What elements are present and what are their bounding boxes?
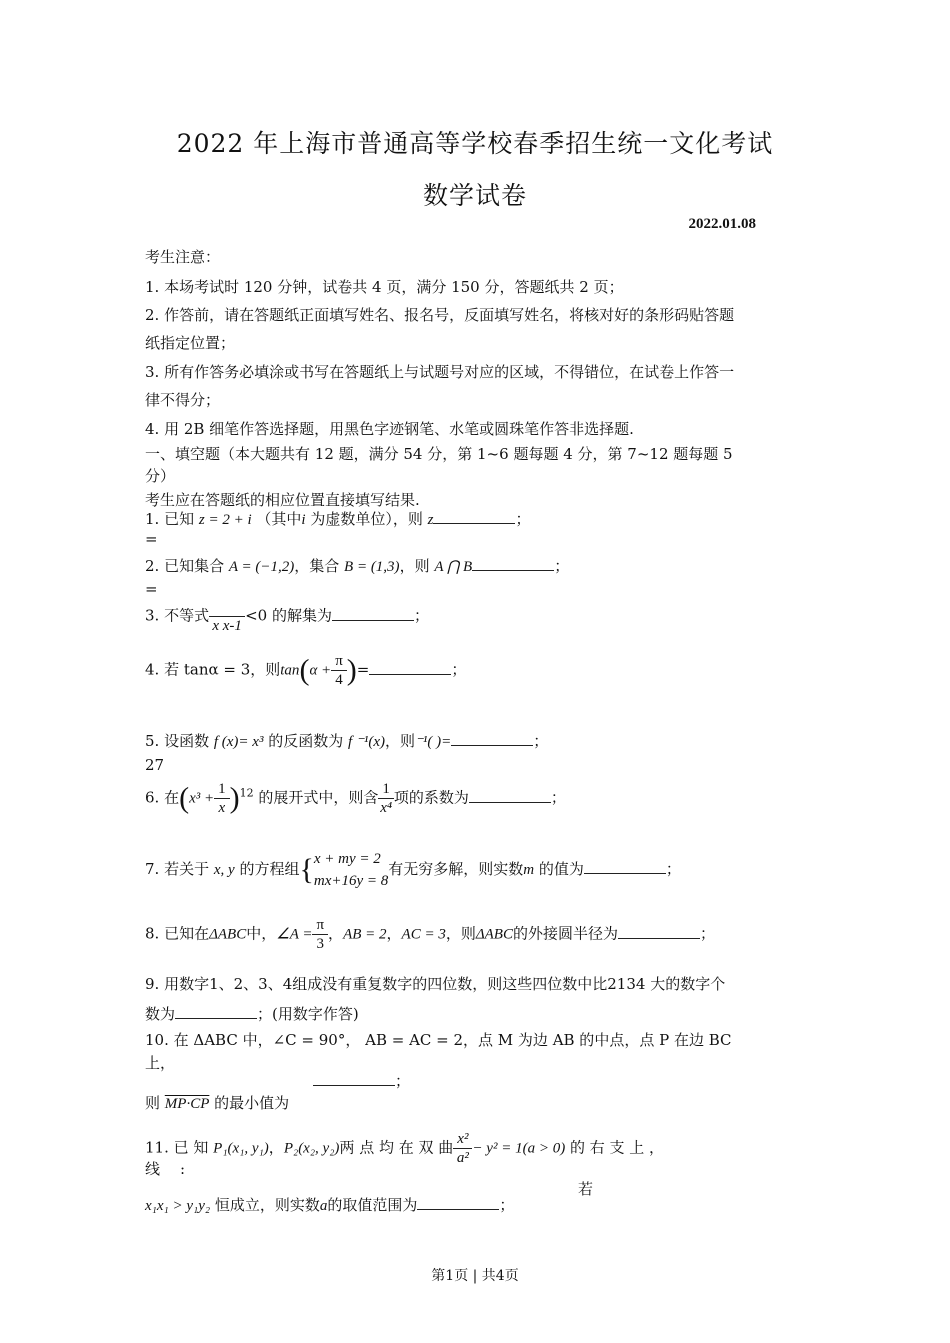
exam-subtitle: 数学试卷 bbox=[422, 181, 527, 210]
q4-text: 4. 若 tanα = 3，则 bbox=[145, 660, 281, 679]
q1-expr: z = 2 + i bbox=[198, 512, 252, 528]
answer-blank[interactable] bbox=[369, 660, 451, 675]
q2-text: ，集合 bbox=[294, 557, 345, 575]
q3-text: <0 的解集为 bbox=[245, 606, 332, 625]
q5-end: ； bbox=[533, 732, 549, 750]
q5-text: 的反函数为 bbox=[263, 732, 348, 750]
q6-fraction-2: $\frac{1}{\text{x⁴}}$ bbox=[380, 781, 393, 816]
q4-alpha: α + bbox=[309, 662, 332, 679]
q11-condition: x₁x₁ > y₁y₂ bbox=[145, 1198, 211, 1214]
question-11 bbox=[145, 1130, 664, 1167]
question-9: 9. 用数字1、2、3、4组成没有重复数字的四位数，则这些四位数中比2134 大的数字个 bbox=[145, 975, 726, 993]
question-1 bbox=[145, 508, 530, 529]
q2-text: 2. 已知集合 bbox=[145, 557, 229, 575]
q2-set-a: A = (−1,2) bbox=[228, 559, 295, 575]
q7-text: 有无穷多解，则实数 bbox=[388, 860, 524, 878]
q2-end: ； bbox=[554, 557, 570, 575]
q11-text: 线 bbox=[145, 1160, 161, 1178]
q8-text: ，则 bbox=[445, 924, 476, 943]
question-11-cont bbox=[145, 1194, 514, 1215]
question-2 bbox=[145, 555, 569, 576]
question-5 bbox=[145, 730, 548, 751]
answer-blank[interactable] bbox=[618, 924, 700, 939]
q11-colon: : bbox=[180, 1160, 186, 1178]
q10-text: 的最小值为 bbox=[209, 1094, 290, 1112]
q5-text: 5. 设函数 bbox=[145, 732, 214, 750]
q8-ab: AB = 2 bbox=[343, 926, 387, 943]
question-10: 10. 在 ΔABC 中，∠C = 90°， AB = AC = 2，点 M 为边 AB 的中点，点 P 在边 BC bbox=[145, 1031, 732, 1049]
question-10-cont bbox=[145, 1052, 175, 1073]
q2-stray: = bbox=[145, 580, 158, 598]
answer-blank[interactable] bbox=[332, 606, 414, 621]
notice-item: 3. 所有作答务必填涂或书写在答题纸上与试题号对应的区域，不得错位，在试卷上作答一 bbox=[145, 363, 735, 381]
q6-exponent: 12 bbox=[239, 786, 254, 800]
answer-blank[interactable] bbox=[417, 1195, 499, 1210]
q8-fraction: $\frac{\pi}{3}$ bbox=[312, 916, 328, 953]
q8-end: ； bbox=[700, 924, 716, 943]
q11-text: 11. 已 知 bbox=[145, 1138, 214, 1157]
q3-text: 3. 不等式 bbox=[145, 606, 210, 625]
q8-text: ， bbox=[328, 924, 344, 943]
notice-item: 律不得分； bbox=[145, 391, 221, 409]
q1-end: ； bbox=[515, 510, 531, 528]
q5-inverse: f ⁻¹(x) bbox=[348, 734, 385, 750]
question-8 bbox=[145, 916, 715, 953]
q6-text: 6. 在 bbox=[145, 788, 180, 807]
notice-item: 1. 本场考试时 120 分钟，试卷共 4 页，满分 150 分，答题纸共 2 页； bbox=[145, 278, 624, 296]
q11-text: 恒成立，则实数 bbox=[210, 1196, 320, 1214]
q10-vector-product: MP·CP bbox=[164, 1096, 210, 1112]
q11-ruo: 若 bbox=[578, 1180, 594, 1198]
section-instruction: 考生应在答题纸的相应位置直接填写结果. bbox=[145, 491, 420, 509]
q6-fraction: $\frac{1}{x}$ bbox=[214, 780, 230, 817]
q9-text: 数为 bbox=[145, 1005, 176, 1023]
notice-item: 2. 作答前，请在答题纸正面填写姓名、报名号，反面填写姓名，将核对好的条形码贴答题 bbox=[145, 306, 735, 324]
left-brace: { bbox=[299, 853, 314, 886]
q4-tan: tan bbox=[280, 662, 300, 679]
question-7 bbox=[145, 848, 681, 892]
q4-equals: = bbox=[356, 660, 370, 679]
q3-end: ； bbox=[413, 606, 429, 625]
q8-angle: ∠A = bbox=[276, 926, 313, 943]
section-heading-cont: 分） bbox=[145, 467, 176, 485]
q4-fraction: $\frac{\pi}{4}$ bbox=[331, 652, 347, 689]
q1-i: i bbox=[301, 512, 306, 528]
exam-title: 2022 年上海市普通高等学校春季招生统一文化考试 bbox=[176, 129, 774, 158]
answer-blank[interactable] bbox=[433, 509, 515, 524]
q1-stray: = bbox=[145, 530, 158, 548]
question-10-ask bbox=[145, 1092, 289, 1113]
q4-end: ； bbox=[451, 660, 467, 679]
notice-heading: 考生注意： bbox=[145, 248, 221, 266]
q5-func: f (x)= x³ bbox=[213, 734, 264, 750]
q2-intersection: A ⋂ B bbox=[434, 559, 473, 575]
question-9-cont bbox=[145, 1003, 359, 1024]
q5-text: ，则 bbox=[384, 732, 415, 750]
q11-text: 两 点 均 在 双 曲 bbox=[339, 1138, 454, 1157]
q11-end: ； bbox=[499, 1196, 515, 1214]
q11-fraction: $\frac{\text{x²}}{\text{a²}}$ bbox=[453, 1130, 472, 1167]
q1-text: 为虚数单位），则 bbox=[305, 510, 428, 528]
q8-triangle-2: ΔABC bbox=[475, 926, 513, 943]
q5-stray: 27 bbox=[145, 756, 165, 774]
right-paren: ) bbox=[346, 653, 357, 687]
q8-text: 中， bbox=[246, 924, 277, 943]
q6-x3: x³ + bbox=[189, 790, 215, 807]
q7-eq1: x + my = 2 bbox=[313, 851, 381, 867]
q10-end: ； bbox=[395, 1072, 411, 1090]
q6-text: 项的系数为 bbox=[393, 788, 469, 807]
answer-blank[interactable] bbox=[472, 556, 554, 571]
answer-blank[interactable] bbox=[469, 788, 551, 803]
q2-set-b: B = (1,3) bbox=[344, 559, 400, 575]
notice-item: 纸指定位置； bbox=[145, 334, 236, 352]
q7-text: 7. 若关于 bbox=[145, 860, 214, 878]
q11-text: 的取值范围为 bbox=[327, 1196, 418, 1214]
question-11-word bbox=[145, 1158, 185, 1179]
q1-z: z bbox=[427, 512, 434, 528]
q6-text: 的展开式中，则含 bbox=[253, 788, 379, 807]
q10-text: 则 bbox=[145, 1094, 165, 1112]
notice-item: 4. 用 2B 细笔作答选择题，用黑色字迹钢笔、水笔或圆珠笔作答非选择题. bbox=[145, 420, 634, 438]
answer-blank[interactable] bbox=[313, 1071, 395, 1086]
q8-text: ， bbox=[386, 924, 402, 943]
q3-fraction bbox=[209, 598, 245, 635]
question-6 bbox=[145, 780, 566, 817]
answer-blank[interactable] bbox=[175, 1004, 257, 1019]
q8-triangle: ΔABC bbox=[209, 926, 247, 943]
question-3 bbox=[145, 598, 429, 635]
left-paren: ( bbox=[179, 781, 190, 815]
q7-eq2: mx+16y = 8 bbox=[313, 873, 389, 889]
q11-hyperbola: − y² = 1(a > 0) bbox=[472, 1140, 566, 1157]
q7-end: ； bbox=[665, 860, 681, 878]
answer-blank[interactable] bbox=[451, 731, 533, 746]
answer-blank[interactable] bbox=[584, 859, 666, 874]
q10-text: 上， bbox=[145, 1054, 176, 1072]
q9-text: ；(用数字作答) bbox=[257, 1005, 359, 1023]
q11-p2: P₂(x₂, y₂) bbox=[283, 1140, 340, 1157]
q3-denominator: x x-1 bbox=[212, 618, 242, 634]
question-4 bbox=[145, 652, 466, 689]
q1-text: 1. 已知 bbox=[145, 510, 199, 528]
page-footer: 第1页 | 共4页 bbox=[431, 1268, 519, 1284]
q6-end: ； bbox=[550, 788, 566, 807]
q1-text: （其中 bbox=[251, 510, 302, 528]
q5-call: ⁻¹( )= bbox=[415, 734, 452, 750]
q11-a: a bbox=[319, 1198, 328, 1214]
q11-p1: P₁(x₁, y₁) bbox=[213, 1140, 269, 1157]
q8-text: 8. 已知在 bbox=[145, 924, 210, 943]
q8-ac: AC = 3 bbox=[401, 926, 446, 943]
q7-system bbox=[314, 848, 388, 892]
question-10-blank bbox=[313, 1070, 410, 1091]
q7-text: 的值为 bbox=[534, 860, 584, 878]
q8-text: 的外接圆半径为 bbox=[512, 924, 618, 943]
q7-text: 的方程组 bbox=[234, 860, 300, 878]
q7-m: m bbox=[523, 862, 535, 878]
exam-date: 2022.01.08 bbox=[688, 216, 756, 232]
right-paren: ) bbox=[229, 781, 240, 815]
q2-text: ，则 bbox=[399, 557, 435, 575]
q11-text: ， bbox=[268, 1138, 284, 1157]
left-paren: ( bbox=[299, 653, 310, 687]
section-heading: 一、填空题（本大题共有 12 题，满分 54 分，第 1~6 题每题 4 分，第 7~12 题每题 5 bbox=[145, 445, 733, 463]
q7-vars: x, y bbox=[213, 862, 235, 878]
q11-text: 的 右 支 上 ， bbox=[565, 1138, 665, 1157]
